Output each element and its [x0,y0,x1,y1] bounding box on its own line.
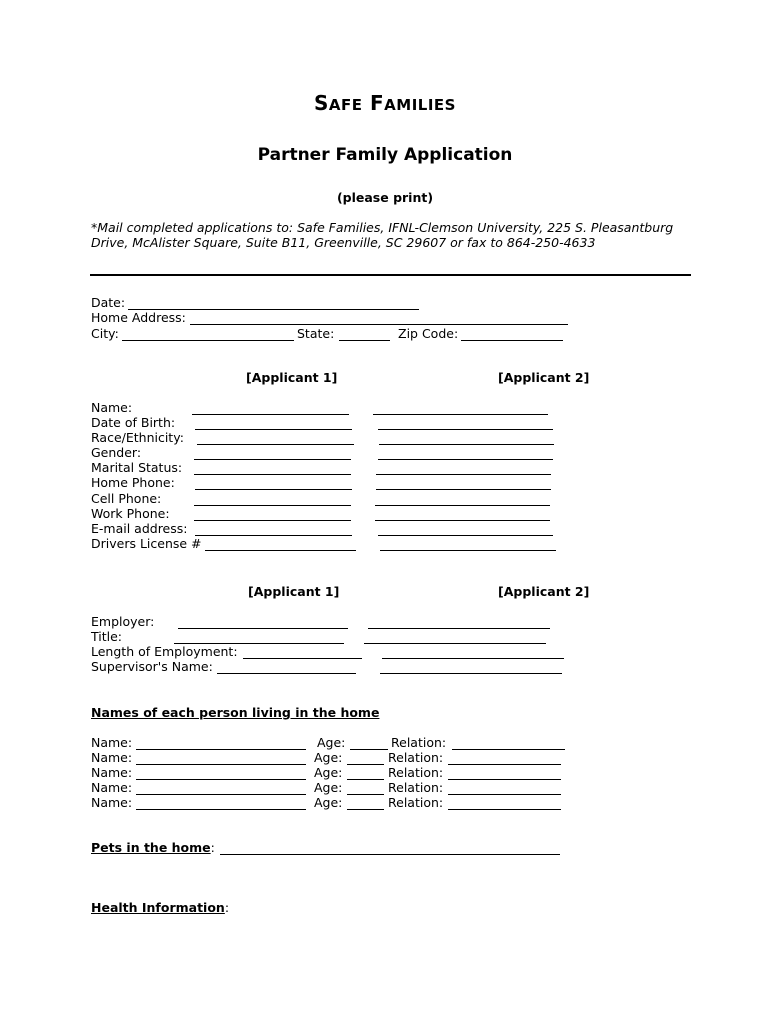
household-relation-label: Relation: [388,750,444,765]
marital-label: Marital Status: [91,460,183,475]
applicant-2-header-employment: [Applicant 2] [498,584,590,599]
name-field-a2[interactable] [373,414,548,415]
supervisor-label: Supervisor's Name: [91,659,213,674]
household-name-label: Name: [91,750,133,765]
applicant-2-header: [Applicant 2] [498,370,590,385]
household-name-label: Name: [91,795,133,810]
license-field-a2[interactable] [380,550,556,551]
household-age-field[interactable] [347,794,384,795]
household-relation-field[interactable] [448,794,561,795]
employer-field-a2[interactable] [368,628,550,629]
license-field-a1[interactable] [205,550,356,551]
household-relation-label: Relation: [388,780,444,795]
marital-field-a2[interactable] [376,474,551,475]
work-phone-field-a1[interactable] [194,520,351,521]
title-amilies: AMILIES [384,96,456,114]
dob-field-a2[interactable] [378,429,553,430]
length-employment-field-a1[interactable] [243,658,362,659]
title-label: Title: [91,629,122,644]
household-name-field[interactable] [136,794,306,795]
name-field-a1[interactable] [192,414,349,415]
household-age-field[interactable] [350,749,388,750]
household-age-label: Age: [314,780,343,795]
work-phone-field-a2[interactable] [375,520,550,521]
home-phone-field-a2[interactable] [376,489,551,490]
email-label: E-mail address: [91,521,188,536]
title-f: F [370,91,385,115]
household-name-field[interactable] [136,749,306,750]
license-label: Drivers License # [91,536,202,551]
marital-field-a1[interactable] [194,474,351,475]
length-employment-field-a2[interactable] [382,658,564,659]
household-age-field[interactable] [347,809,384,810]
state-field[interactable] [339,340,390,341]
household-age-label: Age: [314,750,343,765]
home-phone-field-a1[interactable] [195,489,352,490]
household-name-label: Name: [91,780,133,795]
household-name-field[interactable] [136,779,306,780]
supervisor-field-a2[interactable] [380,673,562,674]
household-name-label: Name: [91,765,133,780]
mail-instructions: *Mail completed applications to: Safe Families, IFNL-Clemson University, 225 S. Pleasantburg Drive, McAlister Square, Suite B11, Greenville, SC 29607 or fax to 864-250-4633 [91,220,674,250]
pets-line-label [91,840,215,855]
applicant-1-header-employment: [Applicant 1] [248,584,340,599]
form-subtitle: Partner Family Application [257,145,513,165]
cell-phone-label: Cell Phone: [91,491,162,506]
cell-phone-field-a2[interactable] [375,505,550,506]
pets-field[interactable] [220,854,560,855]
race-field-a1[interactable] [197,444,354,445]
email-field-a1[interactable] [195,535,352,536]
employer-label: Employer: [91,614,155,629]
pets-heading: Pets in the home [91,840,211,855]
employer-field-a1[interactable] [178,628,348,629]
race-field-a2[interactable] [379,444,554,445]
household-age-field[interactable] [347,779,384,780]
household-relation-label: Relation: [388,765,444,780]
household-relation-label: Relation: [391,735,447,750]
household-name-label: Name: [91,735,133,750]
health-colon: : [224,900,230,915]
household-name-field[interactable] [136,764,306,765]
home-address-label: Home Address: [91,310,186,325]
supervisor-field-a1[interactable] [217,673,356,674]
city-field[interactable] [122,340,294,341]
household-relation-label: Relation: [388,795,444,810]
print-note: (please print) [336,190,434,205]
cell-phone-field-a1[interactable] [194,505,351,506]
length-employment-label: Length of Employment: [91,644,238,659]
household-heading: Names of each person living in the home [91,705,380,720]
city-label: City: [91,326,119,341]
title-field-a2[interactable] [364,643,546,644]
household-age-label: Age: [317,735,346,750]
household-age-field[interactable] [347,764,384,765]
gender-label: Gender: [91,445,142,460]
title-s: S [314,91,329,115]
dob-label: Date of Birth: [91,415,176,430]
gender-field-a1[interactable] [194,459,351,460]
title-afe: AFE [328,96,363,114]
household-relation-field[interactable] [448,764,561,765]
header-divider [90,274,691,276]
zip-label: Zip Code: [398,326,459,341]
zip-field[interactable] [461,340,563,341]
home-phone-label: Home Phone: [91,475,175,490]
state-label: State: [297,326,335,341]
household-relation-field[interactable] [448,779,561,780]
email-field-a2[interactable] [378,535,553,536]
work-phone-label: Work Phone: [91,506,170,521]
date-label: Date: [91,295,126,310]
name-label: Name: [91,400,133,415]
dob-field-a1[interactable] [195,429,352,430]
gender-field-a2[interactable] [378,459,553,460]
race-label: Race/Ethnicity: [91,430,184,445]
health-line-label [91,900,229,915]
household-relation-field[interactable] [452,749,565,750]
health-heading: Health Information [91,900,225,915]
pets-colon: : [210,840,215,855]
home-address-field[interactable] [190,324,568,325]
form-title [0,91,770,115]
household-relation-field[interactable] [448,809,561,810]
household-age-label: Age: [314,795,343,810]
applicant-1-header: [Applicant 1] [246,370,338,385]
household-name-field[interactable] [136,809,306,810]
household-age-label: Age: [314,765,343,780]
